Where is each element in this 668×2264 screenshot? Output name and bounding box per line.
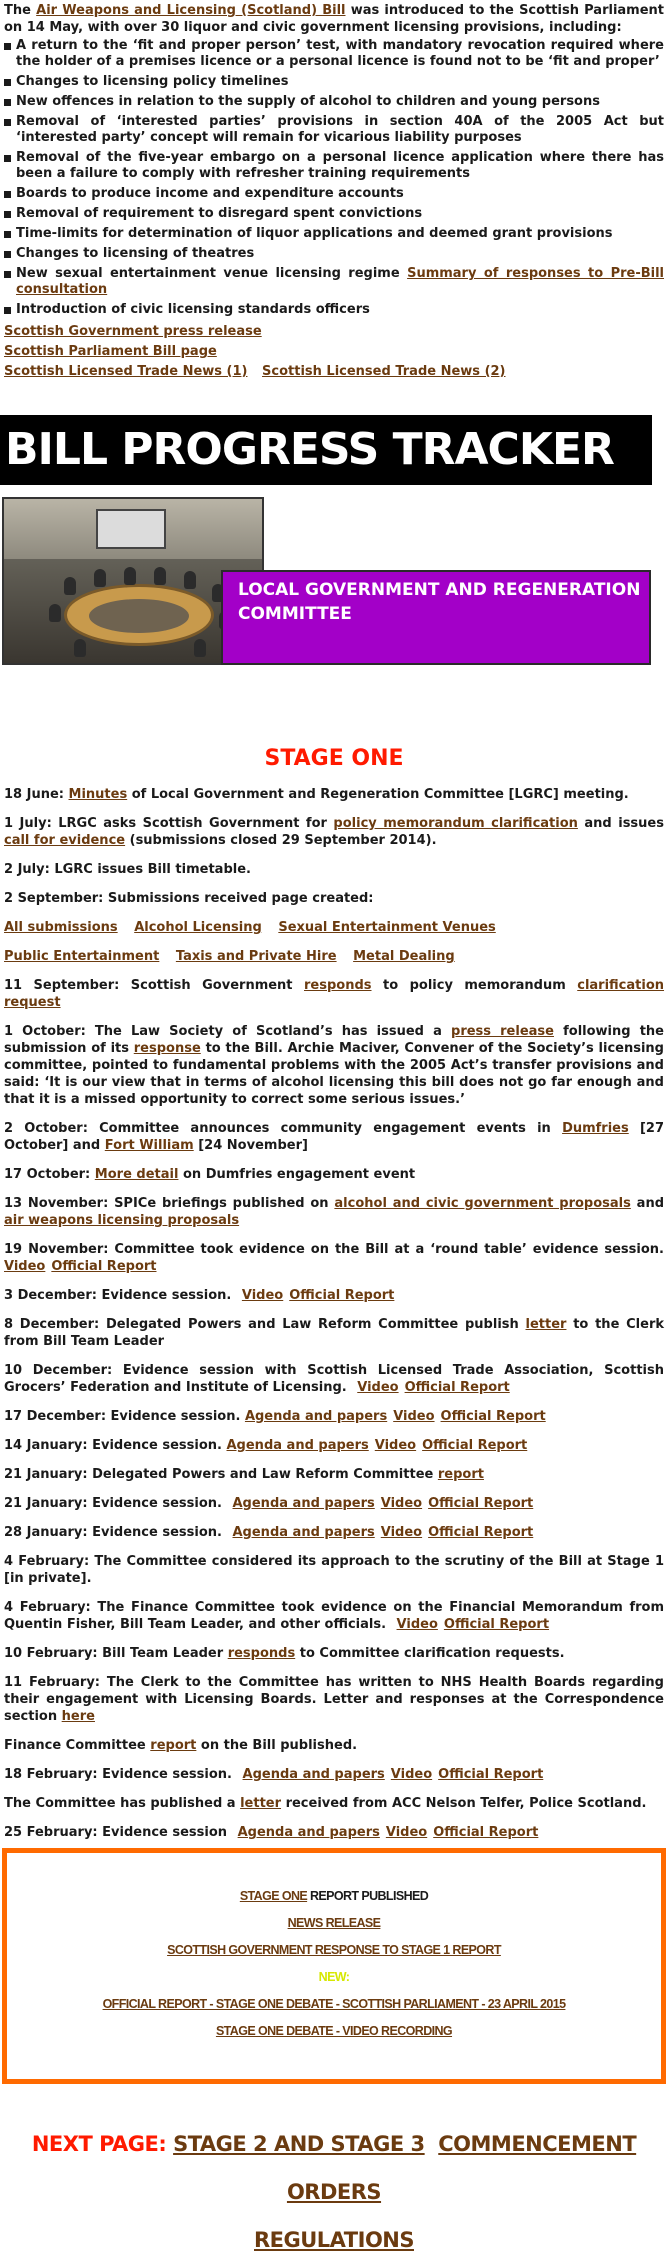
dumfries-link[interactable]: Dumfries — [562, 1121, 629, 1136]
submission-link[interactable]: Sexual Entertainment Venues — [278, 920, 496, 935]
list-item: Introduction of civic licensing standards officers — [4, 302, 664, 318]
photo-screen — [96, 509, 166, 549]
responds-link[interactable]: responds — [227, 1646, 296, 1661]
submissions-row-2 — [4, 948, 664, 965]
finance-report-link[interactable]: report — [150, 1738, 197, 1753]
agenda-link[interactable]: Agenda and papers — [237, 1825, 380, 1840]
list-item — [4, 266, 664, 298]
official-report-link[interactable]: Official Report — [428, 1496, 534, 1511]
timeline-entry: 17 December: Evidence session. Agenda and papers Video Official Report — [4, 1409, 546, 1424]
provisions-list — [4, 38, 664, 318]
clarification-request-link[interactable]: clarification request — [4, 978, 665, 1010]
video-link[interactable]: Video — [380, 1496, 423, 1511]
submission-link[interactable]: Public Entertainment — [4, 949, 160, 964]
press-release-link[interactable]: Scottish Government press release — [4, 324, 262, 339]
photo-person — [124, 567, 136, 585]
video-link[interactable]: Video — [374, 1438, 417, 1453]
list-item: Time-limits for determination of liquor applications and deemed grant provisions — [4, 226, 664, 242]
video-link[interactable]: Video — [390, 1767, 433, 1782]
trade-news-1-link[interactable]: Scottish Licensed Trade News (1) — [4, 364, 248, 379]
list-item: Removal of ‘interested parties’ provisions in section 40A of the 2005 Act but ‘interested party’ concept will remain for vicarious liability purposes — [4, 114, 664, 146]
stage-2-3-link[interactable]: STAGE 2 AND STAGE 3 — [173, 2132, 425, 2156]
submission-link[interactable]: All submissions — [4, 920, 118, 935]
tracker-banner: BILL PROGRESS TRACKER — [0, 415, 652, 485]
official-report-link[interactable]: Official Report — [433, 1825, 539, 1840]
official-report-link[interactable]: Official Report — [438, 1767, 544, 1782]
official-report-link[interactable]: Official Report — [428, 1525, 534, 1540]
next-page-label: NEXT PAGE: — [31, 2132, 167, 2156]
video-link[interactable]: Video — [241, 1288, 284, 1303]
timeline-entry: 21 January: Evidence session. Agenda and papers Video Official Report — [4, 1496, 534, 1511]
timeline-entry: 14 January: Evidence session. Agenda and papers Video Official Report — [4, 1438, 528, 1453]
video-link[interactable]: Video — [385, 1825, 428, 1840]
intro-paragraph — [4, 2, 664, 36]
debate-official-report-link[interactable]: OFFICIAL REPORT - STAGE ONE DEBATE - SCOTTISH PARLIAMENT - 23 APRIL 2015 — [102, 1997, 566, 2011]
timeline-entry: 8 December: Delegated Powers and Law Reform Committee publish letter to the Clerk from Bill Team Leader — [4, 1317, 664, 1349]
list-item: A return to the ‘fit and proper person’ test, with mandatory revocation required where the holder of a premises licence or a personal licence is found not to be ‘fit and proper’ — [4, 38, 664, 70]
official-report-link[interactable]: Official Report — [404, 1380, 510, 1395]
intro-prefix: The — [4, 3, 31, 18]
timeline-entry: 19 November: Committee took evidence on the Bill at a ‘round table’ evidence session. Video Official Report — [4, 1242, 664, 1274]
list-item: Boards to produce income and expenditure accounts — [4, 186, 664, 202]
press-release-link[interactable]: press release — [451, 1024, 554, 1039]
timeline-entry: 25 February: Evidence session Agenda and papers Video Official Report — [4, 1825, 539, 1840]
agenda-link[interactable]: Agenda and papers — [232, 1496, 375, 1511]
submission-link[interactable]: Taxis and Private Hire — [175, 949, 337, 964]
intro-suffix: was introduced to the Scottish Parliament on 14 May, with over 30 liquor and civic government licensing provisions, including: — [4, 3, 665, 35]
list-item: New offences in relation to the supply of alcohol to children and young persons — [4, 94, 664, 110]
report-published-text: REPORT PUBLISHED — [309, 1889, 429, 1903]
timeline-entry: 21 January: Delegated Powers and Law Reform Committee report — [4, 1467, 484, 1482]
alcohol-briefing-link[interactable]: alcohol and civic government proposals — [334, 1196, 631, 1211]
fort-william-link[interactable]: Fort William — [104, 1138, 194, 1153]
letter-link[interactable]: letter — [525, 1317, 567, 1332]
video-link[interactable]: Video — [357, 1380, 399, 1395]
agenda-link[interactable]: Agenda and papers — [232, 1525, 375, 1540]
stage-one-report-link[interactable]: STAGE ONE — [239, 1889, 308, 1903]
here-link[interactable]: here — [61, 1709, 95, 1724]
agenda-link[interactable]: Agenda and papers — [242, 1767, 385, 1782]
video-link[interactable]: Video — [396, 1617, 438, 1632]
debate-video-link[interactable]: STAGE ONE DEBATE - VIDEO RECORDING — [215, 2024, 453, 2038]
submission-link[interactable]: Alcohol Licensing — [134, 920, 262, 935]
timeline-entry: 3 December: Evidence session. Video Official Report — [4, 1288, 395, 1303]
stage-one-timeline — [4, 786, 664, 1853]
stage-one-report-box — [2, 1848, 666, 2084]
report-line — [7, 1883, 661, 1910]
commencement-orders-link[interactable]: COMMENCEMENT ORDERS — [286, 2132, 637, 2204]
photo-person — [64, 577, 76, 595]
official-report-link[interactable]: Official Report — [51, 1259, 157, 1274]
new-label: NEW: — [318, 1970, 350, 1984]
timeline-entry: The Committee has published a letter received from ACC Nelson Telfer, Police Scotland. — [4, 1796, 647, 1811]
consultation-summary-link[interactable]: Summary of responses to Pre-Bill consultation — [16, 266, 665, 297]
timeline-entry: 11 February: The Clerk to the Committee has written to NHS Health Boards regarding their engagement with Licensing Boards. Letter and responses at the Correspondence section here — [4, 1675, 664, 1724]
video-link[interactable]: Video — [380, 1525, 423, 1540]
committee-title: LOCAL GOVERNMENT AND REGENERATION COMMITTEE — [221, 570, 651, 665]
stage-heading: STAGE ONE — [264, 746, 404, 771]
next-page-nav — [0, 2120, 668, 2264]
video-link[interactable]: Video — [393, 1409, 435, 1424]
bill-page-link[interactable]: Scottish Parliament Bill page — [4, 344, 217, 359]
video-link[interactable]: Video — [4, 1259, 46, 1274]
intro-links — [4, 322, 664, 382]
regulations-link[interactable]: REGULATIONS — [254, 2228, 414, 2252]
timeline-entry: 28 January: Evidence session. Agenda and papers Video Official Report — [4, 1525, 534, 1540]
timeline-entry: 10 December: Evidence session with Scottish Licensed Trade Association, Scottish Grocers’ Federation and Institute of Licensing. Video Official Report — [4, 1363, 664, 1395]
gov-response-link[interactable]: SCOTTISH GOVERNMENT RESPONSE TO STAGE 1 REPORT — [167, 1943, 501, 1957]
photo-person — [184, 571, 196, 589]
timeline-entry: 2 September: Submissions received page created: — [4, 891, 374, 906]
photo-person — [94, 569, 106, 587]
list-item: Removal of the five-year embargo on a personal licence application where there has been a failure to comply with refresher training requirements — [4, 150, 664, 182]
photo-person — [194, 639, 206, 657]
policy-memo-link[interactable]: policy memorandum clarification — [333, 816, 578, 831]
air-weapons-briefing-link[interactable]: air weapons licensing proposals — [4, 1213, 240, 1228]
response-link[interactable]: response — [133, 1041, 201, 1056]
news-release-link[interactable]: NEWS RELEASE — [287, 1916, 381, 1930]
submissions-row-1 — [4, 919, 664, 936]
letter-link[interactable]: letter — [240, 1796, 282, 1811]
agenda-link[interactable]: Agenda and papers — [226, 1438, 369, 1453]
call-for-evidence-link[interactable]: call for evidence — [4, 833, 126, 848]
timeline-entry: 13 November: SPICe briefings published on alcohol and civic government proposals and air weapons licensing proposals — [4, 1196, 665, 1228]
list-item: Removal of requirement to disregard spent convictions — [4, 206, 664, 222]
timeline-entry: 1 July: LRGC asks Scottish Government for policy memorandum clarification and issues call for evidence (submissions closed 29 September 2014). — [4, 816, 664, 848]
official-report-link[interactable]: Official Report — [440, 1409, 546, 1424]
timeline-entry: 2 July: LGRC issues Bill timetable. — [4, 862, 251, 877]
sev-text: New sexual entertainment venue licensing regime — [16, 266, 400, 281]
list-item: Changes to licensing of theatres — [4, 246, 664, 262]
minutes-link[interactable]: Minutes — [68, 787, 128, 802]
intro-section — [4, 2, 664, 382]
photo-person — [154, 567, 166, 585]
responds-link[interactable]: responds — [304, 978, 372, 993]
report-link[interactable]: report — [437, 1467, 484, 1482]
official-report-link[interactable]: Official Report — [289, 1288, 395, 1303]
agenda-link[interactable]: Agenda and papers — [244, 1409, 388, 1424]
photo-person — [49, 604, 61, 622]
photo-table-inner — [89, 599, 189, 633]
timeline-entry: 18 February: Evidence session. Agenda and papers Video Official Report — [4, 1767, 544, 1782]
timeline-entry: 11 September: Scottish Government responds to policy memorandum clarification request — [4, 978, 665, 1010]
bill-link[interactable]: Air Weapons and Licensing (Scotland) Bill — [36, 3, 346, 18]
timeline-entry: 4 February: The Finance Committee took evidence on the Financial Memorandum from Quentin Fisher, Bill Team Leader, and other officials. Video Official Report — [4, 1600, 664, 1632]
more-detail-link[interactable]: More detail — [94, 1167, 179, 1182]
timeline-entry: Finance Committee report on the Bill published. — [4, 1738, 358, 1753]
official-report-link[interactable]: Official Report — [443, 1617, 550, 1632]
timeline-entry: 2 October: Committee announces community engagement events in Dumfries [27 October] and Fort William [24 November] — [4, 1121, 665, 1153]
list-item: Changes to licensing policy timelines — [4, 74, 664, 90]
timeline-entry: 17 October: More detail on Dumfries engagement event — [4, 1167, 416, 1182]
official-report-link[interactable]: Official Report — [422, 1438, 528, 1453]
timeline-entry: 1 October: The Law Society of Scotland’s has issued a press release following the submission of its response to the Bill. Archie Maciver, Convener of the Society’s licensing committee, pointed to fundamental problems with the 2005 Act’s transfer provisions and said: ‘It is our view that in terms of alcohol licensing this bill does not go far enough and that it is a missed opportunity to correct some serious issues.’ — [4, 1024, 664, 1107]
timeline-entry: 10 February: Bill Team Leader responds to Committee clarification requests. — [4, 1646, 565, 1661]
submission-link[interactable]: Metal Dealing — [353, 949, 455, 964]
photo-person — [74, 639, 86, 657]
trade-news-2-link[interactable]: Scottish Licensed Trade News (2) — [262, 364, 506, 379]
timeline-entry: 4 February: The Committee considered its approach to the scrutiny of the Bill at Stage 1 [in private]. — [4, 1554, 664, 1586]
timeline-entry: 18 June: Minutes of Local Government and Regeneration Committee [LGRC] meeting. — [4, 787, 629, 802]
